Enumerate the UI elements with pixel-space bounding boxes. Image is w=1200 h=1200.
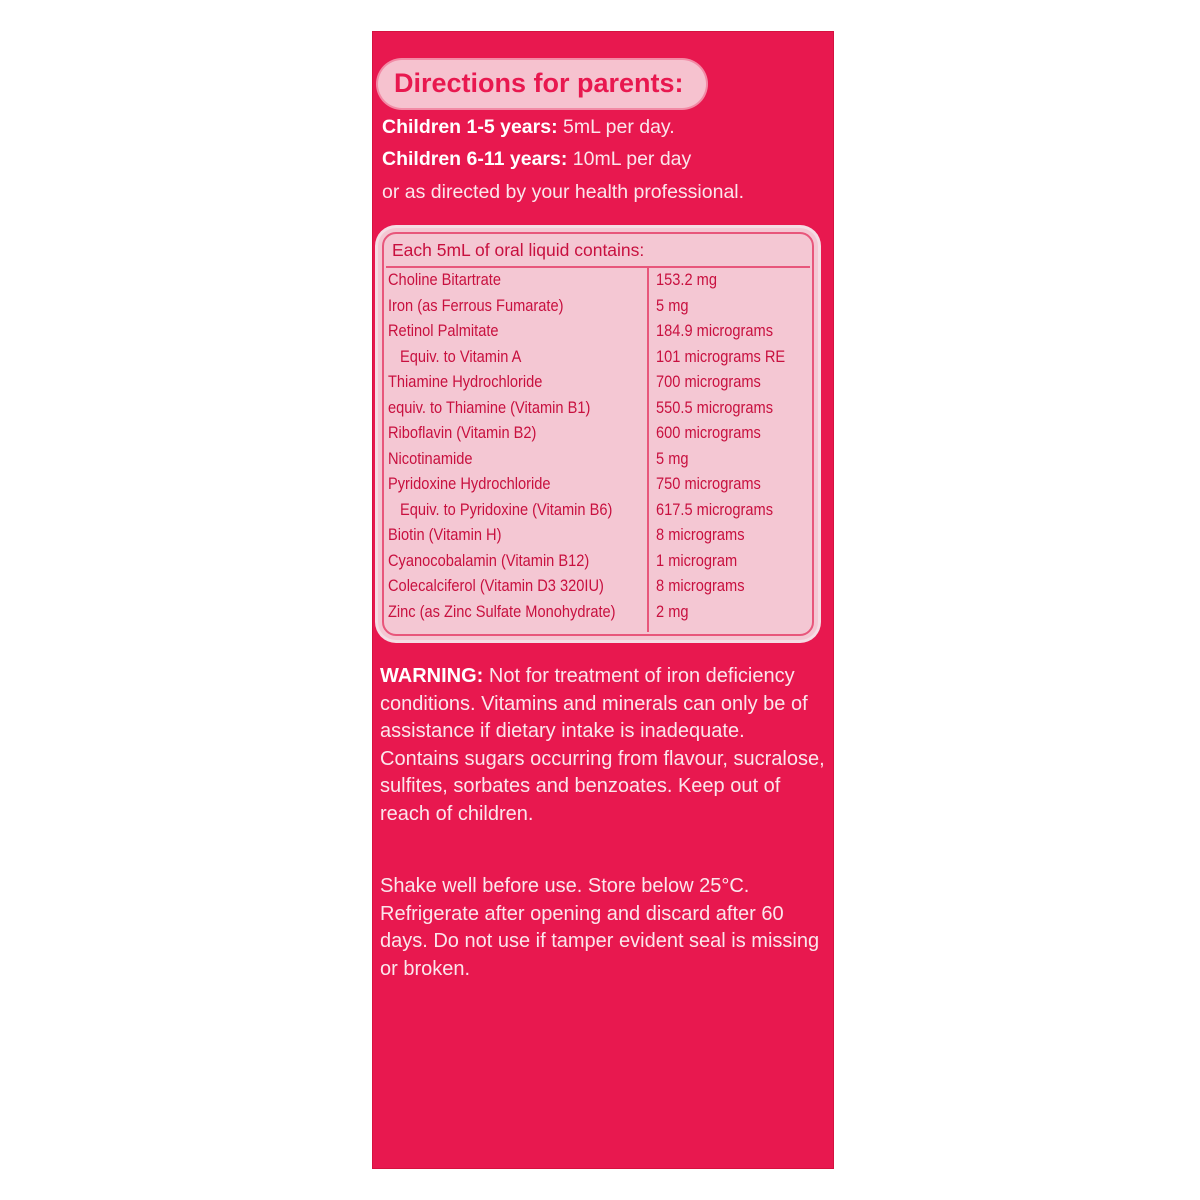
table-header: Each 5mL of oral liquid contains:	[392, 240, 645, 260]
ingredient-amount: 700 micrograms	[656, 372, 761, 391]
table-row	[378, 474, 818, 499]
direction-dose: 10mL per day	[567, 148, 692, 170]
ingredient-amount: 600 micrograms	[656, 423, 761, 442]
ingredient-name: Pyridoxine Hydrochloride	[388, 474, 551, 493]
ingredient-name: Retinol Palmitate	[388, 321, 499, 340]
warning-paragraph	[380, 663, 826, 828]
ingredient-name: equiv. to Thiamine (Vitamin B1)	[388, 397, 591, 417]
ingredient-name: Colecalciferol (Vitamin D3 320IU)	[388, 576, 604, 595]
ingredient-amount: 101 micrograms RE	[656, 346, 786, 366]
ingredient-amount: 5 mg	[656, 295, 689, 315]
ingredient-name: Zinc (as Zinc Sulfate Monohydrate)	[388, 601, 616, 621]
table-row	[378, 423, 818, 448]
storage-paragraph	[380, 873, 826, 983]
ingredient-name: Thiamine Hydrochloride	[388, 372, 543, 391]
ingredient-amount: 184.9 micrograms	[656, 321, 774, 340]
table-row	[378, 576, 818, 601]
table-row	[378, 525, 818, 550]
table-row	[378, 270, 818, 295]
directions-heading: Directions for parents:	[394, 68, 684, 98]
ingredient-name: Equiv. to Pyridoxine (Vitamin B6)	[400, 499, 613, 519]
table-row	[378, 398, 818, 423]
table-row	[378, 551, 818, 576]
ingredient-name: Cyanocobalamin (Vitamin B12)	[388, 550, 590, 570]
storage-text: Shake well before use. Store below 25°C. Refrigerate after opening and discard after 60 days. Do not use if tamper evident seal is missing or broken.	[380, 875, 820, 980]
ingredient-name: Equiv. to Vitamin A	[400, 346, 522, 366]
direction-note: or as directed by your health professional.	[382, 181, 745, 203]
direction-line	[382, 116, 675, 139]
direction-age-label: Children 1-5 years:	[382, 116, 558, 138]
ingredient-amount: 1 microgram	[656, 550, 738, 570]
ingredients-table	[378, 228, 818, 640]
direction-dose: 5mL per day.	[557, 116, 675, 138]
directions-heading-pill	[378, 60, 706, 108]
warning-text: Not for treatment of iron deficiency conditions. Vitamins and minerals can only be of assistance if dietary intake is inadequate. Contains sugars occurring from flavour, sucralose, sulfites, sorbates and benzoates. Keep out of reach of children.	[380, 665, 825, 825]
table-row	[378, 372, 818, 397]
ingredient-amount: 617.5 micrograms	[656, 499, 774, 519]
table-row	[378, 347, 818, 372]
ingredient-name: Iron (as Ferrous Fumarate)	[388, 295, 564, 315]
ingredient-name: Nicotinamide	[388, 448, 473, 468]
warning-label: WARNING:	[380, 665, 484, 687]
ingredient-name: Biotin (Vitamin H)	[388, 525, 502, 544]
ingredient-amount: 550.5 micrograms	[656, 397, 774, 417]
header-divider	[386, 266, 810, 268]
ingredient-amount: 153.2 mg	[656, 270, 717, 289]
table-row	[378, 500, 818, 525]
table-row	[378, 602, 818, 627]
ingredient-amount: 8 micrograms	[656, 576, 745, 595]
ingredient-amount: 750 micrograms	[656, 474, 761, 493]
ingredient-name: Choline Bitartrate	[388, 270, 501, 289]
table-row	[378, 449, 818, 474]
direction-line	[382, 148, 691, 171]
ingredient-name: Riboflavin (Vitamin B2)	[388, 423, 537, 442]
ingredient-amount: 8 micrograms	[656, 525, 745, 544]
direction-age-label: Children 6-11 years:	[382, 148, 568, 170]
ingredient-amount: 2 mg	[656, 601, 689, 621]
ingredient-amount: 5 mg	[656, 448, 689, 468]
table-row	[378, 321, 818, 346]
table-row	[378, 296, 818, 321]
direction-line	[382, 181, 744, 204]
product-panel	[372, 31, 834, 1169]
